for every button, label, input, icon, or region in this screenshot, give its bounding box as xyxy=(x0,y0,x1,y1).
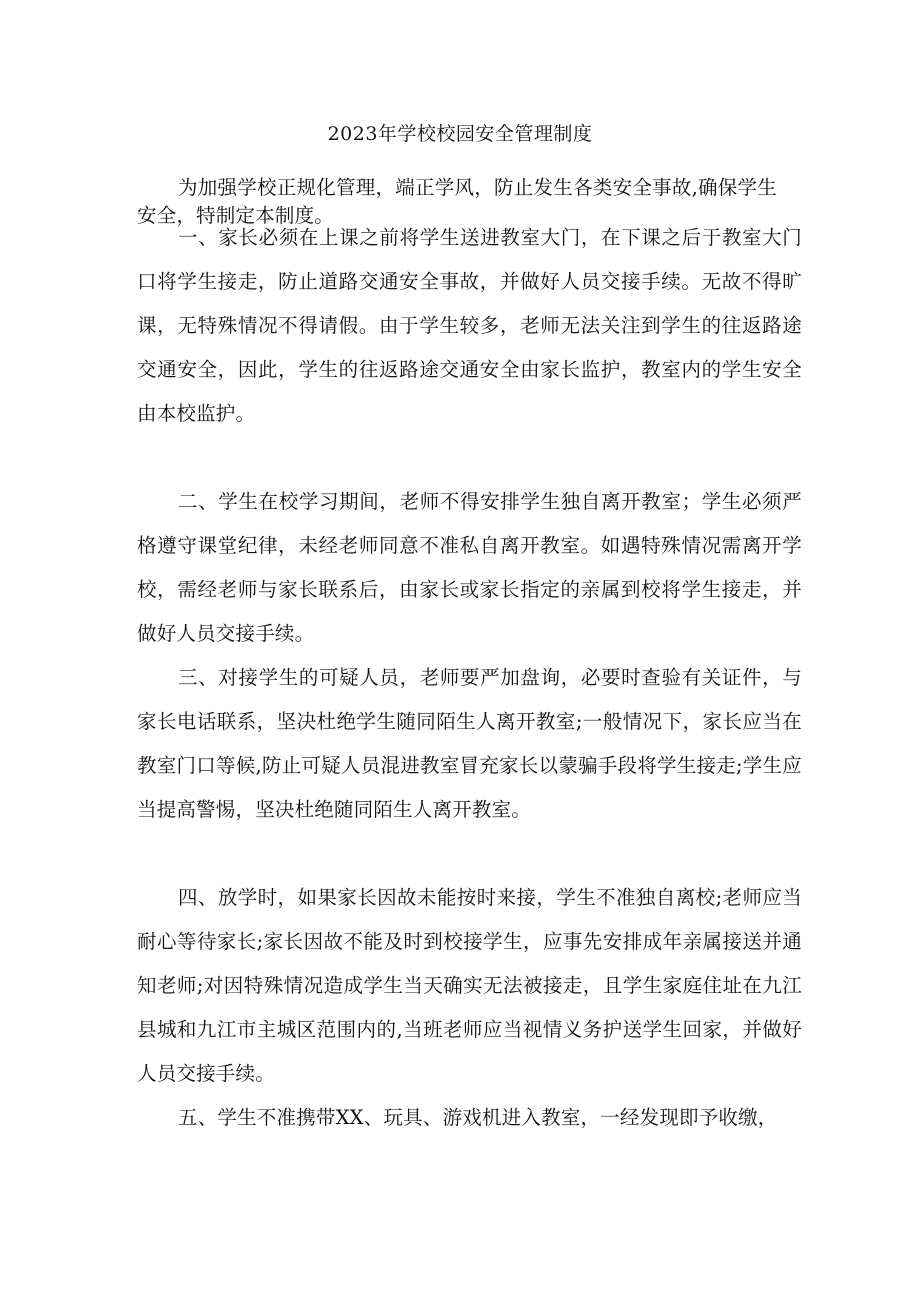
intro-paragraph: 为加强学校正规化管理，端正学风，防止发生各类安全事故,确保学生安全，特制定本制度。 xyxy=(137,176,777,227)
paragraph-rule-4: 四、放学时，如果家长因故未能按时来接，学生不准独自离校;老师应当耐心等待家长;家长因故不能及时到校接学生，应事先安排成年亲属接送并通知老师;对因特殊情况造成学生当天确实无法被接走，且学生家庭住址在九江县城和九江市主城区范围内的,当班老师应当视情义务护送学生回家，并做好人员交接手续。 xyxy=(137,886,802,1085)
paragraph-rule-2: 二、学生在校学习期间，老师不得安排学生独自离开教室；学生必须严格遵守课堂纪律，未经老师同意不准私自离开教室。如遇特殊情况需离开学校，需经老师与家长联系后，由家长或家长指定的亲属到校将学生接走，并做好人员交接手续。 xyxy=(137,490,802,645)
paragraph-rule-1: 一、家长必须在上课之前将学生送进教室大门，在下课之后于教室大门口将学生接走，防止道路交通安全事故，并做好人员交接手续。无故不得旷课，无特殊情况不得请假。由于学生较多，老师无法关注到学生的往返路途交通安全，因此，学生的往返路途交通安全由家长监护，教室内的学生安全由本校监护。 xyxy=(137,226,802,425)
paragraph-rule-3: 三、对接学生的可疑人员，老师要严加盘询，必要时查验有关证件，与家长电话联系，坚决杜绝学生随同陌生人离开教室;一般情况下，家长应当在教室门口等候,防止可疑人员混进教室冒充家长以蒙骗手段将学生接走;学生应当提高警惕，坚决杜绝随同陌生人离开教室。 xyxy=(137,666,802,821)
paragraph-rule-5: 五、学生不准携带XX、玩具、游戏机进入教室，一经发现即予收缴， xyxy=(178,1106,778,1129)
document-title: 2023年学校校园安全管理制度 xyxy=(327,123,593,145)
